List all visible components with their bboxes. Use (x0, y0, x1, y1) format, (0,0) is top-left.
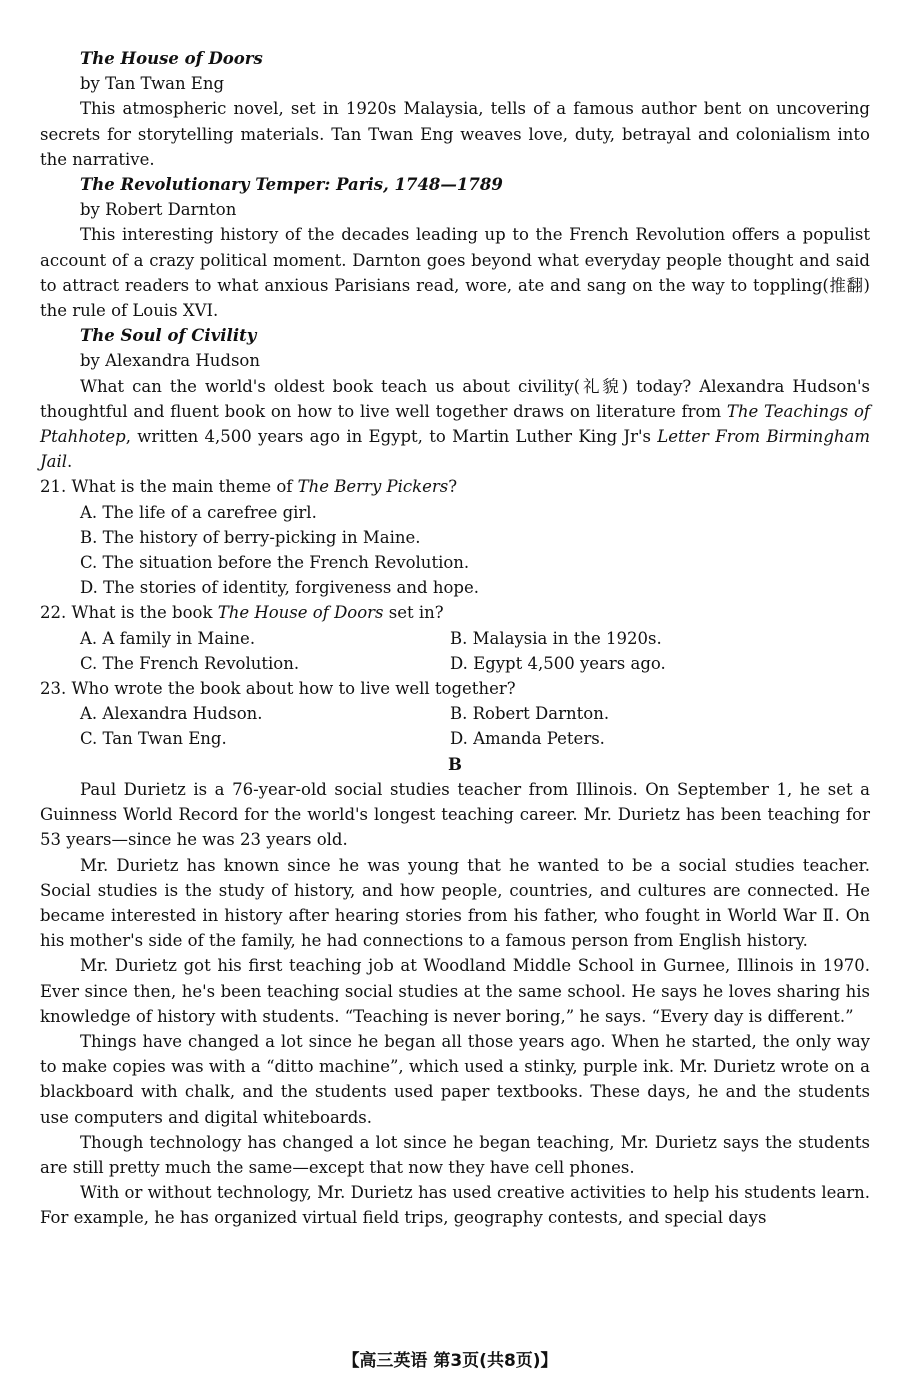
book-title: The Soul of Civility (80, 326, 257, 346)
answer-option: C. The situation before the French Revolution. (80, 553, 470, 573)
stem-text: set in? (383, 603, 444, 623)
answer-option: B. The history of berry-picking in Maine. (80, 527, 421, 547)
book-author: by Tan Twan Eng (80, 74, 225, 94)
answer-options (40, 701, 870, 751)
work-title: Letter From Birmingham Jail (40, 427, 870, 472)
question-stem: 23. Who wrote the book about how to live well together? (40, 679, 516, 699)
stem-text: 22. What is the book (40, 603, 218, 623)
passage-paragraph: Paul Durietz is a 76-year-old social studies teacher from Illinois. On September 1, he set a Guinness World Record for the world's longest teaching career. Mr. Durietz has been teaching for 53 years—since he was 23 years old. (40, 779, 870, 850)
stem-title: The House of Doors (217, 603, 384, 623)
book-description: This atmospheric novel, set in 1920s Malaysia, tells of a famous author bent on uncovering secrets for storytelling materials. Tan Twan Eng weaves love, duty, betrayal and colonialism into the narrative. (40, 99, 870, 169)
book-author: by Robert Darnton (80, 200, 237, 220)
answer-option: D. The stories of identity, forgiveness and hope. (80, 578, 479, 598)
description-text: , written 4,500 years ago in Egypt, to Martin Luther King Jr's (125, 427, 658, 447)
stem-title: The Berry Pickers (297, 477, 449, 497)
passage-paragraph: Though technology has changed a lot since he began teaching, Mr. Durietz says the students are still pretty much the same—except that now they have cell phones. (40, 1132, 870, 1177)
passage-paragraph: Mr. Durietz got his first teaching job at Woodland Middle School in Gurnee, Illinois in 1970. Ever since then, he's been teaching social studies at the same school. He says he loves sharing his knowledge of history with students. “Teaching is never boring,” he says. “Every day is different.” (40, 956, 870, 1026)
answer-option: A. Alexandra Hudson. (80, 704, 263, 724)
answer-option: B. Malaysia in the 1920s. (450, 628, 662, 648)
description-text: What can the world's oldest book teach us about civility(礼貌) today? Alexandra Hudson's thoughtful and fluent book on how to live well together draws on literature from (40, 376, 870, 421)
book-title: The House of Doors (80, 49, 263, 68)
answer-option: D. Egypt 4,500 years ago. (450, 653, 666, 673)
book-title: The Revolutionary Temper: Paris, 1748—1789 (80, 175, 503, 195)
stem-text: 21. What is the main theme of (40, 477, 298, 497)
answer-option: C. Tan Twan Eng. (80, 729, 227, 749)
book-description: This interesting history of the decades leading up to the French Revolution offers a populist account of a crazy political moment. Darnton goes beyond what everyday people thought and said to attract readers to what anxious Parisians read, wore, ate and sang on the way to toppling(推翻) the rule of Louis XVI. (40, 225, 870, 321)
passage-paragraph: With or without technology, Mr. Durietz has used creative activities to help his students learn. For example, he has organized virtual field trips, geography contests, and special days (40, 1183, 870, 1228)
stem-text: ? (448, 477, 458, 497)
description-text: . (67, 452, 73, 472)
passage-paragraph: Things have changed a lot since he began all those years ago. When he started, the only way to make copies was with a “ditto machine”, which used a stinky, purple ink. Mr. Durietz wrote on a blackboard with chalk, and the students used paper textbooks. These days, he and the students use computers and digital whiteboards. (40, 1031, 870, 1127)
book-description (40, 374, 870, 475)
answer-option: C. The French Revolution. (80, 653, 300, 673)
answer-option: A. A family in Maine. (80, 628, 256, 648)
answer-option: A. The life of a carefree girl. (80, 502, 317, 522)
page-footer: 【高三英语 第3页(共8页)】 (342, 1351, 558, 1371)
work-title: The Teachings of Ptahhotep (40, 401, 870, 447)
section-label: B (448, 754, 462, 774)
book-author: by Alexandra Hudson (80, 351, 260, 371)
answer-options (40, 626, 870, 676)
passage-paragraph: Mr. Durietz has known since he was young that he wanted to be a social studies teacher. Social studies is the study of history, and how people, countries, and cultures are connected. He became interested in history after hearing stories from his father, who fought in World War Ⅱ. On his mother's side of the family, he had connections to a famous person from English history. (40, 855, 870, 951)
page-content (40, 46, 870, 1231)
answer-option: B. Robert Darnton. (450, 704, 610, 724)
answer-option: D. Amanda Peters. (450, 729, 605, 749)
question-stem (40, 600, 870, 625)
question-stem (40, 474, 870, 499)
